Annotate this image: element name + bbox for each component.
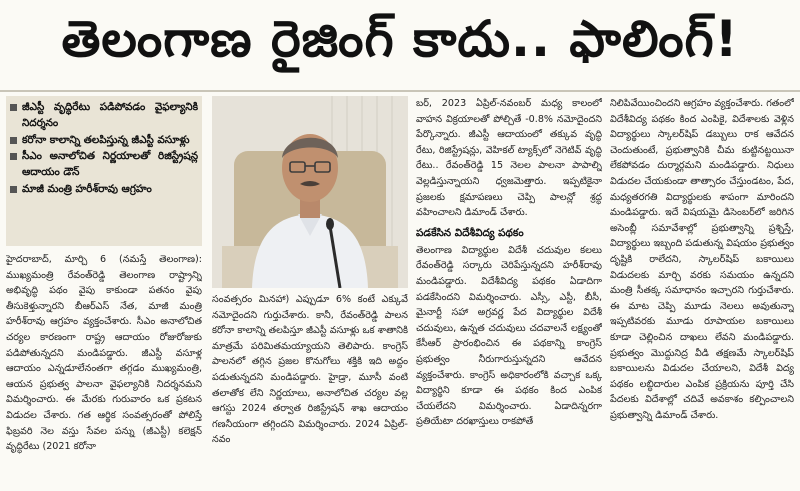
headline: తెలంగాణ రైజింగ్ కాదు.. ఫాలింగ్!: [0, 0, 800, 92]
body-paragraph: హైదరాబాద్, మార్చి 6 (నమస్తే తెలంగాణ): ముఖ్యమంత్రి రేవంత్‌రెడ్డి తెలంగాణ రాష్ట్రాన్ని అభివృద్ధి పథం వైపు కాకుండా పతనం వైపు తీసుకెళ్తున్నారని బీఆర్‌ఎస్ నేత, మాజీ మంత్రి హరీశ్‌రావు ఆగ్రహం వ్యక్తంచేశారు. సీఎం అనాలోచిత చర్యల కారణంగా రాష్ట్ర ఆదాయం రోజురోజుకు పడిపోతున్నదని మండిపడ్డారు. జీఎస్టీ వసూళ్ల ఆదాయం ఎన్నడూలేనంతగా తగ్గడం ముఖ్యమంత్రి, ఆయన ప్రభుత్వ పాలనా వైఫల్యానికి నిదర్శనమని విమర్శించారు. ఈ మేరకు గురువారం ఒక ప్రకటన విడుదల చేశారు. గత ఆర్థిక సంవత్సరంతో పోలిస్తే ఫిబ్రవరి నెల వస్తు సేవల పన్ను (జీఎస్టీ) కలెక్షన్ వృద్ధిరేటు (2021 కరోనా: [6, 254, 202, 453]
article-body: [6, 96, 794, 488]
summary-item: [10, 149, 198, 181]
summary-item: [10, 182, 198, 198]
body-paragraph: తెలంగాణ విద్యార్థుల విదేశీ చదువుల కలలు రేవంత్‌రెడ్డి సర్కారు చెరిపేస్తున్నదని హరీశ్‌రావు మండిపడ్డారు. విదేశీవిద్య పథకం ఏడాదిగా పడకేసిందని విమర్శించారు. ఎస్సీ, ఎస్టీ, బీసీ, మైనార్టీ సహా అగ్రవర్ణ పేద విద్యార్థుల విదేశీ చదువులు, ఉన్నత చదువులు చదవాలనే లక్ష్యంతో కేసీఆర్ ప్రారంభించిన ఈ పథకాన్ని కాంగ్రెస్ ప్రభుత్వం నీరుగారుస్తున్నదని ఆవేదన వ్యక్తంచేశారు. కాంగ్రెస్ అధికారంలోకి వచ్చాక ఒక్క విద్యార్థిని కూడా ఈ పథకం కింద ఎంపిక చేయలేదని విమర్శించారు. ఏడాదిన్నరగా ప్రతియేటా దరఖాస్తులు రాకపోతే: [416, 244, 602, 428]
column-4: [610, 96, 794, 488]
square-bullet-icon: [10, 104, 17, 111]
body-paragraph: సంవత్సరం మినహా) ఎప్పుడూ 6% కంటే ఎక్కువే నమోదైందని గుర్తుచేశారు. కానీ, రేవంత్‌రెడ్డి పాలన కరోనా కాలాన్ని తలపిస్తూ జీఎస్టీ వసూళ్లు ఒక శాతానికి మాత్రమే పరిమితమయ్యాయని తెలిపారు. కాంగ్రెస్ పాలనలో తగ్గిన ప్రజల కొనుగోలు శక్తికి ఇది అద్దం పడుతున్నదని మండిపడ్డారు. హైడ్రా, మూసీ వంటి తలాతోక లేని నిర్ణయాలు, అనాలోచిత చర్యల వల్ల ఆగస్టు 2024 తర్వాత రిజిస్ట్రేషన్ శాఖ ఆదాయం గణనీయంగా తగ్గిందని విమర్శించారు. 2024 ఏప్రిల్-నవం: [212, 294, 408, 446]
section-subheading: పడకేసిన విదేశీవిద్య పథకం: [416, 226, 524, 239]
summary-text: జీఎస్టీ వృద్ధిరేటు పడిపోవడం వైఫల్యానికి నిదర్శనం: [22, 101, 198, 129]
square-bullet-icon: [10, 153, 17, 160]
column-3: [416, 96, 602, 488]
summary-text: సీఎం అనాలోచిత నిర్ణయాలతో రిజిస్ట్రేషన్ల ఆదాయం డౌన్: [22, 150, 198, 179]
column-1: [6, 96, 202, 488]
body-paragraph: బర్, 2023 ఏప్రిల్-నవంబర్ మధ్య కాలంలో వాహన విక్రయాలతో పోల్చితే -0.8% నమోదైందని పేర్కొన్నారు. జీఎస్టీ ఆదాయంలో తక్కువ వృద్ధి రేటు, రిజిస్ట్రేషన్లు, వెహికల్ ట్యాక్స్‌లో నెగెటివ్ వృద్ధి రేటు.. రేవంత్‌రెడ్డి 15 నెలల పాలనా పాపాల్ని వెల్లడిస్తున్నాయని ధ్వజమెత్తారు. ఇప్పటికైనా ప్రజలకు క్షమాపణలు చెప్పి పాలన్లో శ్రద్ధ వహించాలని డిమాండ్ చేశారు.: [416, 98, 602, 219]
politician-photo: [212, 96, 408, 288]
summary-item: [10, 100, 198, 132]
summary-text: మాజీ మంత్రి హరీశ్‌రావు ఆగ్రహం: [22, 182, 152, 195]
column-2: [212, 96, 408, 488]
square-bullet-icon: [10, 186, 17, 193]
body-paragraph: నిలిపివేయించిందని ఆగ్రహం వ్యక్తంచేశారు. గతంలో విదేశీవిద్య పథకం కింద ఎంపికై, విదేశాలకు వెళ్లిన విద్యార్థులు స్కాలర్‌షిప్ డబ్బులు రాక ఆవేదన చెందుతుంటే, ప్రభుత్వానికి చీమ కుట్టినట్టయినా లేకపోవడం దుర్మార్గమని మండిపడ్డారు. నిధులు విడుదల చేయకుండా తాత్సారం చేస్తుండటం, పేద, మధ్యతరగతి విద్యార్థులకు శాపంగా మారిందని మండిపడ్డారు. ఇదే విషయమై డిసెంబర్‌లో జరిగిన అసెంబ్లీ సమావేశాల్లో ప్రభుత్వాన్ని ప్రశ్నిస్తే, విద్యార్థులు ఇబ్బంది పడుతున్న విషయం ప్రభుత్వం దృష్టికి రాలేదని, స్కాలర్‌షిప్ బకాయిలు విడుదలకు మార్చి వరకు సమయం ఉన్నదని మంత్రి సీతక్క సమాధానం ఇచ్చారని గుర్తుచేశారు. ఈ మాట చెప్పి మూడు నెలలు అవుతున్నా ఇప్పటివరకు మూడు రూపాయల బకాయిలు కూడా చెల్లించిన దాఖలు లేవని మండిపడ్డారు. ప్రభుత్వం మొద్దునిద్ర వీడి తక్షణమే స్కాలర్‌షిప్ బకాయిలను విడుదల చేయాలని, విదేశీ విద్య పథకం లబ్ధిదారుల ఎంపిక ప్రక్రియను పూర్తి చేసి పేదలకు విదేశాల్లో చదివే అవకాశం కల్పించాలని ప్రభుత్వాన్ని డిమాండ్ చేశారు.: [610, 98, 794, 421]
square-bullet-icon: [10, 137, 17, 144]
summary-text: కరోనా కాలాన్ని తలపిస్తున్న జీఎస్టీ వసూళ్లు: [22, 133, 190, 146]
summary-box: [6, 96, 202, 246]
summary-item: [10, 133, 198, 149]
